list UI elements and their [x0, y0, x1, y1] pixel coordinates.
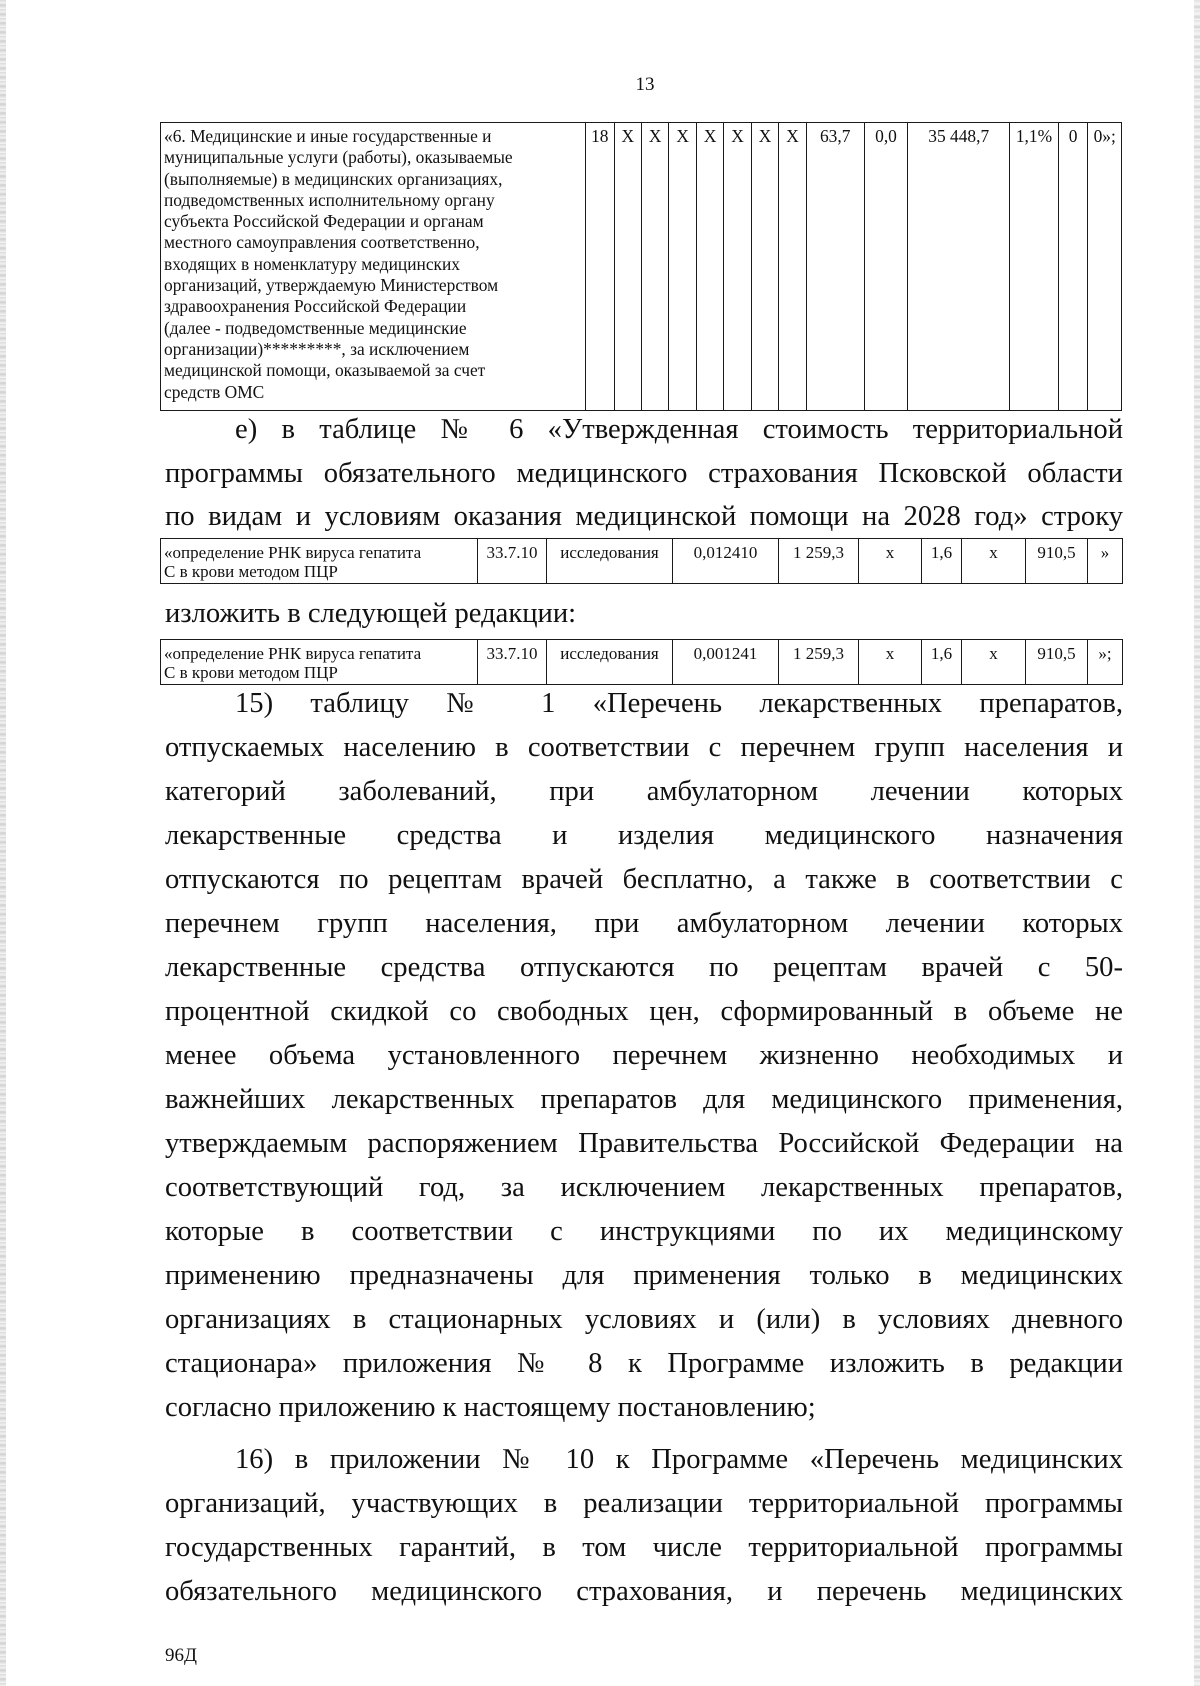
table-new-row [160, 639, 1123, 685]
text-line: процентной скидкой со свободных цен, сформированный в объеме не [165, 996, 1123, 1027]
description-line: местного самоуправления соответственно, [164, 232, 480, 253]
text-line: программы обязательного медицинского страхования Псковской области [165, 457, 1123, 489]
table-cell: X [696, 123, 723, 411]
table-cell: X [724, 123, 751, 411]
text-line: по видам и условиям оказания медицинской помощи на 2028 год» строку [165, 501, 1123, 532]
table-cell: исследования [547, 539, 673, 584]
paragraph-statement [165, 592, 1123, 636]
scan-edge-left [0, 0, 6, 1686]
text-line: 15) таблицу № 1 «Перечень лекарственных препаратов, [235, 688, 1123, 719]
table-row [161, 539, 1123, 584]
text-line: применению предназначены для применения только в медицинских [165, 1260, 1123, 1291]
text-line: утверждаемым распоряжением Правительства Российской Федерации на [165, 1128, 1123, 1159]
text-line: которые в соответствии с инструкциями по их медицинскому [165, 1216, 1123, 1247]
description-line: средств ОМС [164, 381, 265, 402]
description-line: медицинской помощи, оказываемой за счет [164, 360, 486, 381]
description-line: субъекта Российской Федерации и органам [164, 211, 484, 232]
paragraph-15 [165, 682, 1123, 1430]
text-line: лекарственные средства отпускаются по рецептам врачей с 50- [165, 952, 1123, 983]
text-line: менее объема установленного перечнем жизненно необходимых и [165, 1040, 1123, 1071]
table-cell: »; [1088, 640, 1123, 685]
table-cell: 33.7.10 [478, 640, 547, 685]
description-line: С в крови методом ПЦР [164, 663, 338, 682]
description-line: здравоохранения Российской Федерации [164, 296, 467, 317]
table-cell: X [614, 123, 641, 411]
table-cell: 63,7 [806, 123, 864, 411]
table-cell: 0 [1058, 123, 1087, 411]
description-line: входящих в номенклатуру медицинских [164, 253, 460, 274]
description-line: организации)*********, за исключением [164, 338, 470, 359]
table-cell: 33.7.10 [478, 539, 547, 584]
text-line: стационара» приложения № 8 к Программе изложить в редакции [165, 1348, 1123, 1379]
text-line: перечнем групп населения, при амбулаторном лечении которых [165, 908, 1123, 939]
footer-code: 96Д [165, 1645, 197, 1666]
table-cell: х [962, 539, 1026, 584]
table-cell: 1,6 [922, 640, 962, 685]
table-cell: х [962, 640, 1026, 685]
text-line: согласно приложению к настоящему постановлению; [165, 1392, 816, 1423]
table-medical-services [160, 122, 1122, 411]
table-cell: 1,1% [1010, 123, 1059, 411]
table-cell: 0,001241 [673, 640, 779, 685]
paragraph-e [165, 408, 1123, 539]
row-description [161, 123, 586, 411]
table-cell: X [779, 123, 806, 411]
table-cell: 1,6 [922, 539, 962, 584]
description-line: «определение РНК вируса гепатита [164, 543, 422, 562]
table-cell: 910,5 [1026, 539, 1088, 584]
description-line: муниципальные услуги (работы), оказываемые [164, 147, 513, 168]
text-line: организаций, участвующих в реализации территориальной программы [165, 1488, 1123, 1519]
description-line: организаций, утверждаемую Министерством [164, 275, 499, 296]
table-cell: 0»; [1088, 123, 1122, 411]
row-description [161, 640, 478, 685]
paragraph-16 [165, 1438, 1123, 1614]
description-line: подведомственных исполнительному органу [164, 189, 495, 210]
table-row [161, 640, 1123, 685]
text-line: обязательного медицинского страхования, и перечень медицинских [165, 1576, 1123, 1607]
text-line: 16) в приложении № 10 к Программе «Перечень медицинских [235, 1444, 1123, 1475]
text-line: важнейших лекарственных препаратов для медицинского применения, [165, 1084, 1123, 1115]
description-line: (выполняемые) в медицинских организациях, [164, 168, 503, 189]
table-cell: 35 448,7 [908, 123, 1010, 411]
description-line: С в крови методом ПЦР [164, 562, 338, 581]
table-cell: исследования [547, 640, 673, 685]
table-row [161, 123, 1122, 411]
table-cell: X [641, 123, 668, 411]
table-cell: 910,5 [1026, 640, 1088, 685]
description-line: «определение РНК вируса гепатита [164, 644, 422, 663]
table-cell: 1 259,3 [779, 640, 859, 685]
table-cell: х [859, 539, 922, 584]
table-cell: X [751, 123, 778, 411]
text-line: соответствующий год, за исключением лекарственных препаратов, [165, 1172, 1123, 1203]
text-line: отпускаемых населению в соответствии с перечнем групп населения и [165, 732, 1123, 763]
text-line: категорий заболеваний, при амбулаторном лечении которых [165, 776, 1123, 807]
description-line: (далее - подведомственные медицинские [164, 317, 467, 338]
text-line: е) в таблице № 6 «Утвержденная стоимость территориальной [235, 414, 1123, 445]
text-line: отпускаются по рецептам врачей бесплатно, а также в соответствии с [165, 864, 1123, 895]
table-cell: х [859, 640, 922, 685]
table-cell: 0,0 [864, 123, 908, 411]
table-cell: 0,012410 [673, 539, 779, 584]
row-description [161, 539, 478, 584]
scan-edge-right [1194, 0, 1200, 1686]
table-cell: 18 [586, 123, 614, 411]
text-line: изложить в следующей редакции: [165, 598, 577, 629]
table-old-row [160, 538, 1123, 584]
table-cell: » [1088, 539, 1123, 584]
description-line: «6. Медицинские и иные государственные и [164, 126, 492, 146]
page-number: 13 [635, 74, 655, 95]
table-cell: 1 259,3 [779, 539, 859, 584]
text-line: организациях в стационарных условиях и (или) в условиях дневного [165, 1304, 1123, 1335]
text-line: лекарственные средства и изделия медицинского назначения [165, 820, 1123, 851]
table-cell: X [669, 123, 696, 411]
text-line: государственных гарантий, в том числе территориальной программы [165, 1532, 1123, 1563]
